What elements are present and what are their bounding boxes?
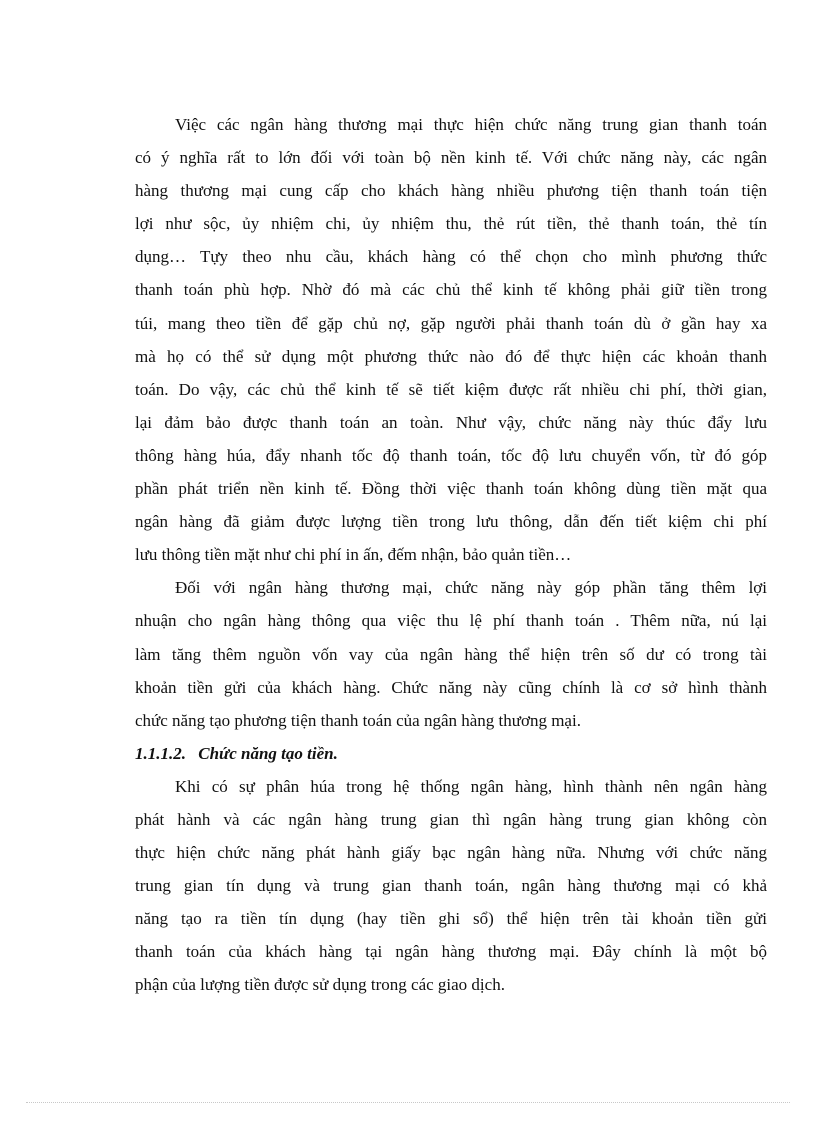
text-line: lợi như sộc, ủy nhiệm chi, ủy nhiệm thu, thẻ rút tiền, thẻ thanh toán, thẻ tín bbox=[135, 214, 767, 234]
section-number: 1.1.1.2. bbox=[135, 743, 186, 763]
text-line: dụng… Tựy theo nhu cầu, khách hàng có thể chọn cho mình phương thức bbox=[135, 247, 767, 267]
text-line: Đối với ngân hàng thương mại, chức năng này góp phần tăng thêm lợi bbox=[175, 578, 767, 598]
section-title: Chức năng tạo tiền. bbox=[198, 743, 338, 763]
paragraph-bank-benefit bbox=[135, 571, 767, 736]
text-line: chức năng tạo phương tiện thanh toán của ngân hàng thương mại. bbox=[135, 710, 581, 730]
section-heading bbox=[135, 737, 767, 770]
document-body bbox=[135, 108, 767, 1002]
text-line: toán. Do vậy, các chủ thể kinh tế sẽ tiết kiệm được rất nhiều chi phí, thời gian, bbox=[135, 379, 767, 399]
text-line: phần phát triển nền kinh tế. Đồng thời việc thanh toán không dùng tiền mặt qua bbox=[135, 479, 767, 499]
text-line: lại đảm bảo được thanh toán an toàn. Như vậy, chức năng này thúc đẩy lưu bbox=[135, 412, 767, 432]
text-line: thanh toán phù hợp. Nhờ đó mà các chủ thể kinh tế không phải giữ tiền trong bbox=[135, 280, 767, 300]
text-line: mà họ có thể sử dụng một phương thức nào đó để thực hiện các khoản thanh bbox=[135, 346, 767, 366]
text-line: phát hành và các ngân hàng trung gian thì ngân hàng trung gian không còn bbox=[135, 809, 767, 829]
text-line: hàng thương mại cung cấp cho khách hàng nhiều phương tiện thanh toán tiện bbox=[135, 181, 767, 201]
text-line: thực hiện chức năng phát hành giấy bạc ngân hàng nữa. Nhưng với chức năng bbox=[135, 843, 767, 863]
text-line: Việc các ngân hàng thương mại thực hiện chức năng trung gian thanh toán bbox=[175, 115, 767, 134]
text-line: làm tăng thêm nguồn vốn vay của ngân hàng thể hiện trên số dư có trong tài bbox=[135, 644, 767, 664]
paragraph-payment-intermediary bbox=[135, 108, 767, 571]
text-line: lưu thông tiền mặt như chi phí in ấn, đếm nhận, bảo quản tiền… bbox=[135, 545, 572, 565]
text-line: trung gian tín dụng và trung gian thanh toán, ngân hàng thương mại có khả bbox=[135, 876, 767, 896]
page-bottom-divider bbox=[26, 1102, 790, 1103]
text-line: thanh toán của khách hàng tại ngân hàng thương mại. Đây chính là một bộ bbox=[135, 942, 767, 962]
text-line: khoản tiền gửi của khách hàng. Chức năng này cũng chính là cơ sở hình thành bbox=[135, 677, 767, 697]
text-line: ngân hàng đã giảm được lượng tiền trong lưu thông, dẫn đến tiết kiệm chi phí bbox=[135, 512, 767, 532]
text-line: nhuận cho ngân hàng thông qua việc thu lệ phí thanh toán . Thêm nữa, nú lại bbox=[135, 611, 767, 631]
text-line: phận của lượng tiền được sử dụng trong các giao dịch. bbox=[135, 975, 505, 995]
text-line: Khi có sự phân húa trong hệ thống ngân hàng, hình thành nên ngân hàng bbox=[175, 776, 767, 796]
text-line: túi, mang theo tiền để gặp chủ nợ, gặp người phải thanh toán dù ở gần hay xa bbox=[135, 313, 767, 333]
text-line: năng tạo ra tiền tín dụng (hay tiền ghi sổ) thể hiện trên tài khoản tiền gửi bbox=[135, 909, 767, 929]
paragraph-money-creation bbox=[135, 770, 767, 1002]
text-line: thông hàng húa, đẩy nhanh tốc độ thanh toán, tốc độ lưu chuyển vốn, từ đó góp bbox=[135, 445, 767, 465]
text-line: có ý nghĩa rất to lớn đối với toàn bộ nền kinh tế. Với chức năng này, các ngân bbox=[135, 148, 767, 168]
